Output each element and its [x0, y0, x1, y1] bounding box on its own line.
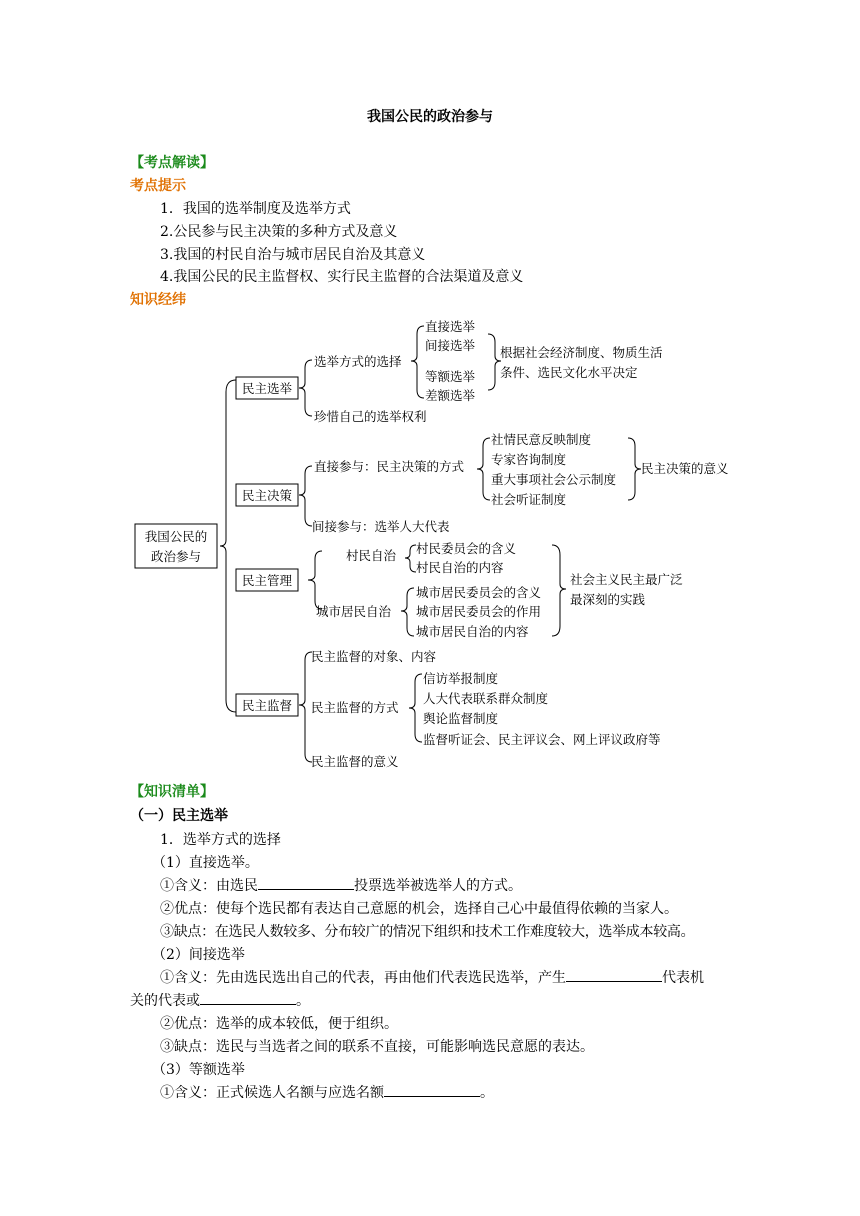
indirect-heading: （2）间接选举	[152, 947, 245, 963]
fill-blank[interactable]	[258, 875, 354, 890]
brace-xuanju	[299, 360, 312, 416]
village-item: 村民自治的内容	[416, 560, 504, 575]
sub-heading-selection: 1．选举方式的选择	[160, 832, 281, 848]
section-heading-kaodian: 【考点解读】	[130, 155, 214, 171]
practice-line2: 最深刻的实践	[570, 592, 646, 607]
brace-village	[405, 545, 416, 572]
kaodian-item: 3.我国的村民自治与城市居民自治及其意义	[160, 247, 426, 263]
method-basis-line2: 条件、选民文化水平决定	[500, 365, 638, 380]
branch-label-guanli: 民主管理	[241, 573, 293, 588]
practice-line1: 社会主义民主最广泛	[570, 572, 683, 587]
juece-system-item: 社会听证制度	[491, 492, 567, 507]
section-heading-qingdan: 【知识清单】	[130, 784, 214, 800]
direct-def-post: 投票选举被选举人的方式。	[354, 878, 522, 894]
juece-system-item: 重大事项社会公示制度	[491, 472, 617, 487]
brace-xuanju-methods	[411, 326, 424, 398]
method-item: 等额选举	[425, 369, 476, 384]
indirect-advantage: ②优点：选举的成本较低，便于组织。	[160, 1016, 398, 1032]
brace-juece	[299, 466, 312, 526]
guanli-city: 城市居民自治	[316, 604, 392, 619]
method-item: 差额选举	[425, 388, 476, 403]
method-item: 间接选举	[425, 338, 476, 353]
main-brace	[220, 380, 236, 712]
branch-label-xuanju: 民主选举	[241, 381, 293, 396]
juece-system-item: 专家咨询制度	[491, 452, 567, 467]
subheading-zhishi-jingwei: 知识经纬	[130, 292, 186, 308]
kaodian-item: 4.我国公民的民主监督权、实行民主监督的合法渠道及意义	[160, 269, 524, 285]
village-item: 村民委员会的含义	[416, 541, 517, 556]
jiandu-meaning: 民主监督的意义	[311, 754, 399, 769]
brace-guanli-practice	[552, 545, 566, 636]
juece-indirect: 间接参与：选举人大代表	[312, 519, 450, 534]
jiandu-ways-label: 民主监督的方式	[311, 700, 399, 715]
indirect-def-line2-pre: 关的代表或	[130, 993, 200, 1009]
part1-heading: （一）民主选举	[130, 808, 228, 824]
indirect-disadvantage: ③缺点：选民与当选者之间的联系不直接，可能影响选民意愿的表达。	[160, 1039, 594, 1055]
fill-blank[interactable]	[566, 967, 662, 982]
kaodian-item: 2.公民参与民主决策的多种方式及意义	[160, 224, 398, 240]
xuanju-method-label: 选举方式的选择	[314, 354, 402, 369]
brace-juece-systems	[477, 438, 490, 500]
direct-heading: （1）直接选举。	[152, 855, 259, 871]
brace-city	[401, 588, 414, 636]
jiandu-way-item: 人大代表联系群众制度	[423, 691, 549, 706]
equal-def-post: 。	[480, 1085, 494, 1101]
fill-blank[interactable]	[200, 990, 296, 1005]
city-item: 城市居民委员会的作用	[416, 604, 542, 619]
brace-guanli	[308, 551, 322, 609]
brace-jiandu-ways	[409, 674, 422, 742]
jiandu-object: 民主监督的对象、内容	[311, 649, 437, 664]
brace-juece-meaning	[628, 438, 641, 500]
indirect-def-mid: 代表机	[662, 970, 704, 986]
direct-def-pre: ①含义：由选民	[160, 878, 258, 894]
indirect-def-line2-post: 。	[296, 993, 310, 1009]
jiandu-way-item: 信访举报制度	[423, 671, 499, 686]
indirect-definition-line1	[160, 967, 704, 987]
city-item: 城市居民自治的内容	[416, 624, 529, 639]
equal-definition	[160, 1082, 494, 1102]
indirect-definition-line2	[130, 990, 310, 1010]
equal-heading: （3）等额选举	[152, 1062, 245, 1078]
root-label-line1: 我国公民的	[144, 529, 208, 544]
direct-definition	[160, 875, 522, 895]
guanli-village: 村民自治	[346, 548, 397, 563]
brace-method-basis	[488, 334, 501, 390]
jiandu-way-item: 舆论监督制度	[423, 711, 499, 726]
juece-direct: 直接参与：民主决策的方式	[314, 459, 465, 474]
juece-meaning: 民主决策的意义	[641, 461, 729, 476]
equal-def-pre: ①含义：正式候选人名额与应选名额	[160, 1085, 384, 1101]
kaodian-item: 1．我国的选举制度及选举方式	[160, 201, 351, 217]
indirect-def-pre: ①含义：先由选民选出自己的代表，再由他们代表选民选举，产生	[160, 970, 566, 986]
direct-advantage: ②优点：使每个选民都有表达自己意愿的机会，选择自己心中最值得依赖的当家人。	[160, 901, 678, 917]
branch-label-jiandu: 民主监督	[241, 698, 293, 713]
method-item: 直接选举	[425, 319, 476, 334]
juece-system-item: 社情民意反映制度	[491, 432, 592, 447]
jiandu-way-item: 监督听证会、民主评议会、网上评议政府等	[423, 732, 661, 747]
method-basis-line1: 根据社会经济制度、物质生活	[500, 345, 663, 360]
fill-blank[interactable]	[384, 1082, 480, 1097]
xuanju-cherish: 珍惜自己的选举权利	[314, 409, 427, 424]
page-title: 我国公民的政治参与	[367, 109, 493, 125]
direct-disadvantage: ③缺点：在选民人数较多、分布较广的情况下组织和技术工作难度较大，选举成本较高。	[160, 924, 695, 940]
root-label-line2: 政治参与	[150, 549, 202, 564]
subheading-kaodian-tishi: 考点提示	[130, 178, 186, 194]
branch-label-juece: 民主决策	[241, 488, 293, 503]
city-item: 城市居民委员会的含义	[416, 585, 542, 600]
